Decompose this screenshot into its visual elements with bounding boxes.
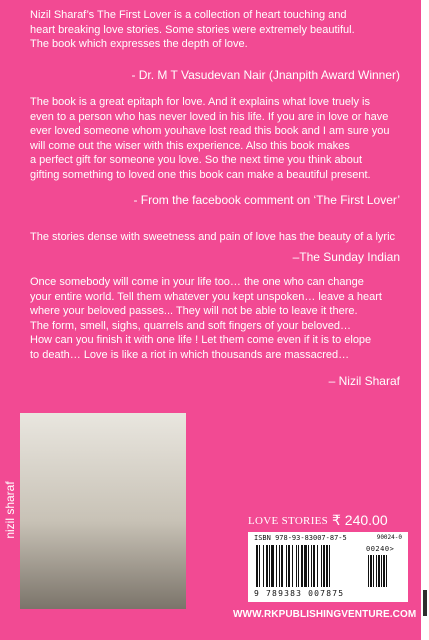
review-2-attribution: - From the facebook comment on ‘The First Lover’ (133, 193, 400, 207)
review-1-line-3: The book which expresses the depth of love. (30, 38, 248, 50)
price-label: ₹ 240.00 (332, 512, 388, 528)
excerpt-line-5: How can you finish it with one life ! Let them come even if it is to elope (30, 334, 372, 346)
spine-author (0, 407, 20, 612)
review-2-line-1: The book is a great epitaph for love. And it explains what love truely is (30, 96, 370, 108)
edge-mark (423, 590, 427, 616)
excerpt-line-4: The form, smell, sighs, quarrels and soft fingers of your beloved… (30, 319, 351, 332)
review-2-line-4: will come out the wiser with this experience. Also this book makes (30, 139, 350, 152)
review-2-line-3: ever loved someone whom youhave lost read this book and I am sure you (30, 125, 390, 137)
review-1-line-1: Nizil Sharaf’s The First Lover is a collection of heart touching and (30, 9, 347, 21)
excerpt-line-6: to death… Love is like a riot in which thousands are massacred… (30, 348, 350, 361)
review-1 (30, 8, 402, 52)
isbn-label: ISBN 978-93-83007-87-5 (254, 534, 347, 542)
review-2-line-2: even to a person who has never loved in his life. If you are in love or have (30, 110, 389, 123)
review-2-line-6: gifting something to loved one this book can make a beautiful present. (30, 168, 371, 181)
addon-digits: 00240> (366, 545, 395, 553)
addon-price-label: 90024-0 (376, 534, 402, 541)
excerpt-line-3: where your beloved passes... They will not be able to leave it there. (30, 305, 358, 317)
review-2-line-5: a perfect gift for someone you love. So the next time you think about (30, 154, 363, 166)
barcode-bars (256, 545, 401, 589)
spine-author-text: nizil sharaf (3, 480, 17, 539)
publisher-website: WWW.RKPUBLISHINGVENTURE.COM (233, 609, 417, 620)
isbn-barcode (248, 532, 408, 602)
author-photo (20, 413, 186, 609)
review-3 (30, 230, 402, 245)
review-3-line-1: The stories dense with sweetness and pain of love has the beauty of a lyric (30, 231, 396, 243)
review-3-attribution: –The Sunday Indian (292, 250, 400, 264)
author-excerpt (30, 275, 402, 362)
excerpt-line-2: your entire world. Tell them whatever you kept unspoken… leave a heart (30, 290, 382, 303)
excerpt-line-1: Once somebody will come in your life too… the one who can change (30, 276, 364, 288)
review-2 (30, 95, 402, 182)
page-edge (421, 0, 429, 640)
review-1-line-2: heart breaking love stories. Some stories were extremely beautiful. (30, 23, 355, 36)
genre-label: LOVE STORIES (248, 515, 329, 527)
excerpt-attribution: – Nizil Sharaf (328, 374, 400, 388)
ean-number: 9 789383 007875 (254, 589, 345, 598)
review-1-attribution: - Dr. M T Vasudevan Nair (Jnanpith Award Winner) (131, 68, 400, 82)
